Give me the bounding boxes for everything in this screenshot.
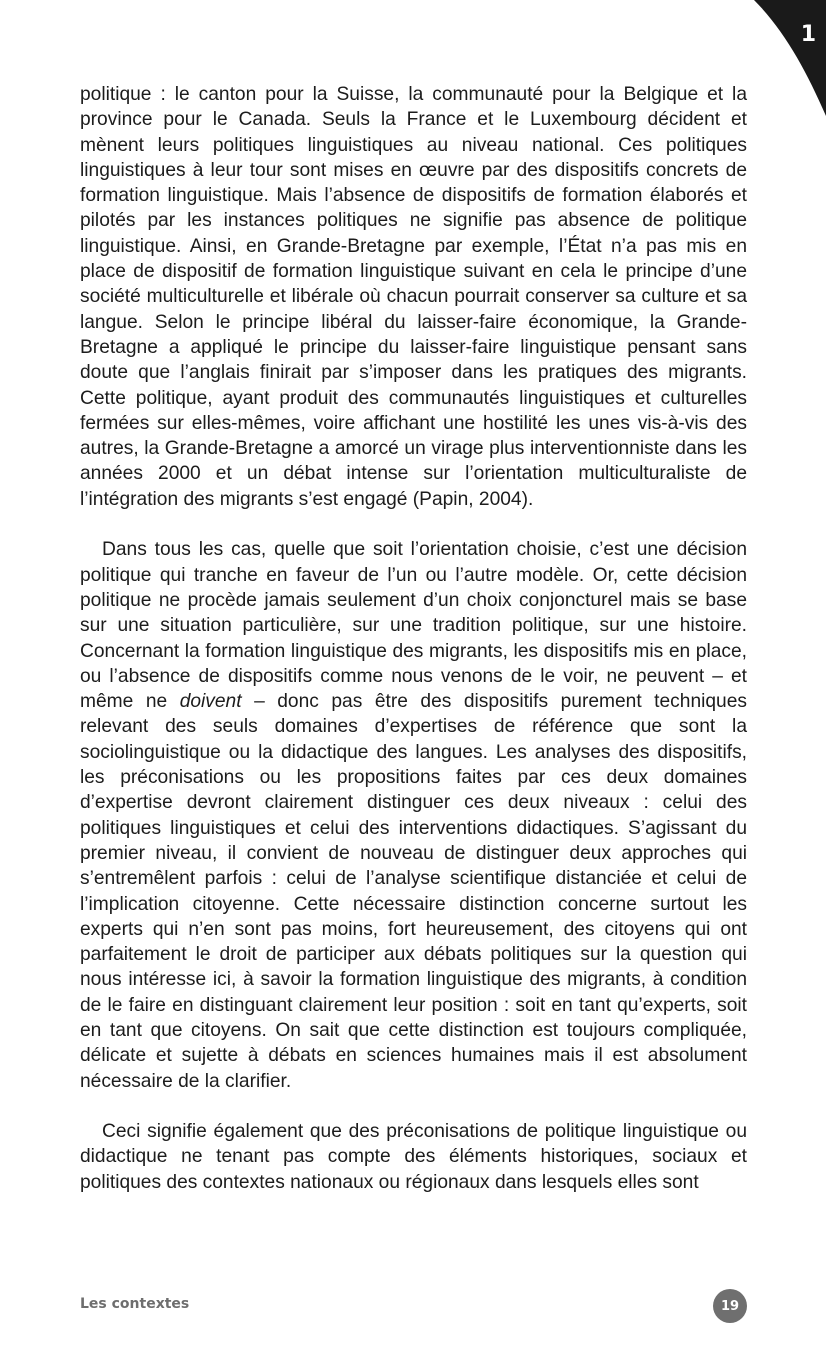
- paragraph-3: Ceci signifie également que des préconisations de politique linguistique ou didactique ne tenant pas compte des éléments historiques, sociaux et politiques des contextes nationaux ou régionaux dans lesquels elles sont: [80, 1121, 747, 1193]
- paragraph-2-part-2: – donc pas être des dispositifs purement techniques relevant des seuls domaines d’expertises de référence que sont la sociolinguistique ou la didactique des langues. Les analyses des dispositifs, les préconisations ou les propositions faites par ces deux domaines d’expertise devront clairement distinguer ces deux niveaux : celui des politiques linguistiques et celui des interventions didactiques. S’agissant du premier niveau, il convient de nouveau de distinguer deux approches qui s’entremêlent parfois : celui de l’analyse scientifique distanciée et celui de l’implication citoyenne. Cette nécessaire distinction concerne surtout les experts qui n’en sont pas moins, fort heureusement, des citoyens qui ont parfaitement le droit de participer aux débats politiques sur la question qui nous intéresse ici, à savoir la formation linguistique des migrants, à condition de le faire en distinguant clairement leur position : soit en tant qu’experts, soit en tant que citoyens. On sait que cette distinction est toujours compliquée, délicate et sujette à débats en sciences humaines mais il est absolument nécessaire de la clarifier.: [80, 691, 747, 1092]
- emphasis-doivent: doivent: [179, 691, 242, 713]
- page-number: 19: [720, 1298, 740, 1314]
- running-footer-section-title: Les contextes: [80, 1296, 190, 1312]
- paragraph-2-part-1: Dans tous les cas, quelle que soit l’orientation choisie, c’est une décision politique qui tranche en faveur de l’un ou l’autre modèle. Or, cette décision politique ne procède jamais seulement d’un choix conjoncturel mais se base sur une situation particulière, sur une tradition politique, sur une histoire. Concernant la formation linguistique des migrants, les dispositifs mis en place, ou l’absence de dispositifs comme nous venons de le voir, ne peuvent – et même ne: [80, 539, 747, 713]
- corner-shape-icon: [746, 0, 826, 120]
- paragraph-2: [80, 537, 747, 1094]
- paragraph-1: politique : le canton pour la Suisse, la communauté pour la Belgique et la province pour le Canada. Seuls la France et le Luxembourg décident et mènent leurs politiques linguistiques au niveau national. Ces politiques linguistiques à leur tour sont mises en œuvre par des dispositifs concrets de formation linguistique. Mais l’absence de dispositifs de formation élaborés et pilotés par les instances politiques ne signifie pas absence de politique linguistique. Ainsi, en Grande-Bretagne par exemple, l’État n’a pas mis en place de dispositif de formation linguistique suivant en cela le principe d’une société multiculturelle et libérale où chacun pourrait conserver sa culture et sa langue. Selon le principe libéral du laisser-faire économique, la Grande-Bretagne a appliqué le principe du laisser-faire linguistique pensant sans doute que l’anglais finirait par s’imposer dans les pratiques des migrants. Cette politique, ayant produit des communautés linguistiques et culturelles fermées sur elles-mêmes, voire affichant une hostilité les unes vis-à-vis des autres, la Grande-Bretagne a amorcé un virage plus interventionniste dans les années 2000 et un débat intense sur l’orientation multiculturaliste de l’intégration des migrants s’est engagé (Papin, 2004).: [80, 84, 747, 510]
- body-text: [80, 82, 747, 1195]
- chapter-number: 1: [800, 22, 816, 47]
- chapter-corner-tab: [746, 0, 826, 120]
- page-number-badge: [713, 1289, 747, 1323]
